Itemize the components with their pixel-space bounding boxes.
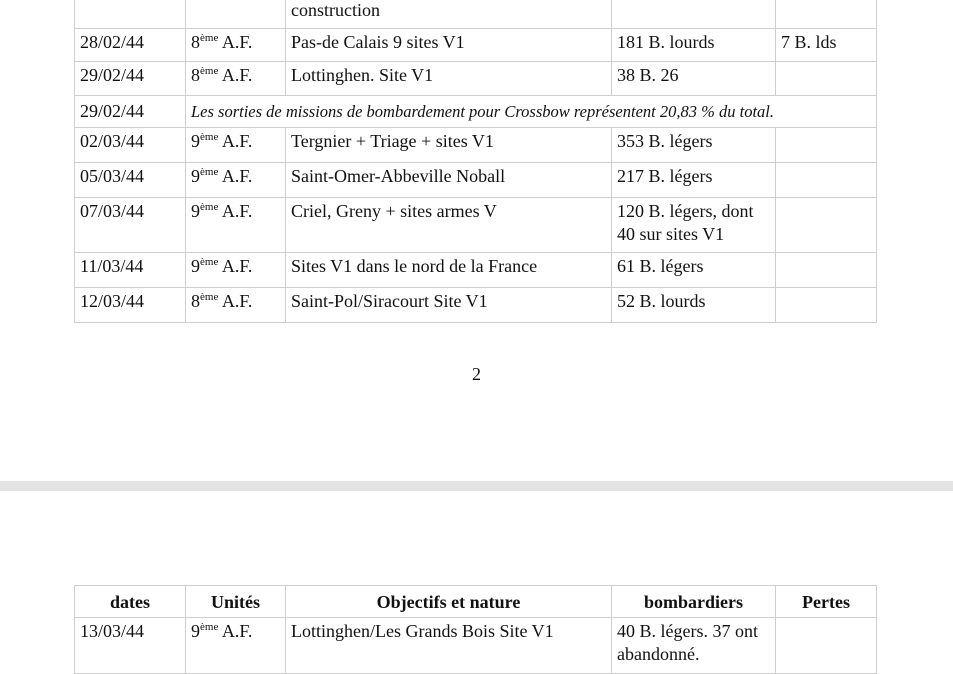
losses-cell (776, 163, 877, 198)
bombers-cell (612, 0, 776, 29)
losses-cell (776, 288, 877, 323)
objectives-cell: Tergnier + Triage + sites V1 (286, 128, 612, 163)
table-row (75, 29, 877, 62)
unit-cell: 9ème A.F. (186, 198, 286, 253)
bombing-table (74, 585, 877, 674)
losses-cell (776, 618, 877, 674)
table-row (75, 253, 877, 288)
header-objectives: Objectifs et nature (286, 586, 612, 618)
unit-cell: 8ème A.F. (186, 62, 286, 96)
table-row (75, 0, 877, 29)
statistics-note: Les sorties de missions de bombardement pour Crossbow représentent 20,83 % du total. (186, 96, 877, 128)
table-row-note (75, 96, 877, 128)
date-cell: 02/03/44 (75, 128, 186, 163)
table-row (75, 288, 877, 323)
date-cell: 05/03/44 (75, 163, 186, 198)
objectives-cell: Saint-Omer-Abbeville Noball (286, 163, 612, 198)
header-bombers: bombardiers (612, 586, 776, 618)
bombers-cell: 353 B. légers (612, 128, 776, 163)
objectives-cell: Lottinghen/Les Grands Bois Site V1 (286, 618, 612, 674)
date-cell: 07/03/44 (75, 198, 186, 253)
table-row (75, 198, 877, 253)
table-row (75, 163, 877, 198)
date-cell: 29/02/44 (75, 62, 186, 96)
losses-cell (776, 128, 877, 163)
bombers-cell: 217 B. légers (612, 163, 776, 198)
date-cell: 13/03/44 (75, 618, 186, 674)
table-row (75, 128, 877, 163)
objectives-cell: Criel, Greny + sites armes V (286, 198, 612, 253)
losses-cell (776, 0, 877, 29)
table-row (75, 62, 877, 96)
losses-cell (776, 198, 877, 253)
table-row (75, 618, 877, 674)
unit-cell: 8ème A.F. (186, 288, 286, 323)
header-units: Unités (186, 586, 286, 618)
page-number: 2 (472, 364, 481, 384)
date-cell: 28/02/44 (75, 29, 186, 62)
unit-cell: 9ème A.F. (186, 128, 286, 163)
bombers-cell: 61 B. légers (612, 253, 776, 288)
unit-cell: 8ème A.F. (186, 29, 286, 62)
losses-cell (776, 62, 877, 96)
unit-cell: 9ème A.F. (186, 163, 286, 198)
bombers-cell: 120 B. légers, dont 40 sur sites V1 (612, 198, 776, 253)
date-cell: 29/02/44 (75, 96, 186, 128)
date-cell: 12/03/44 (75, 288, 186, 323)
header-losses: Pertes (776, 586, 877, 618)
unit-cell (186, 0, 286, 29)
unit-cell: 9ème A.F. (186, 253, 286, 288)
date-cell: 11/03/44 (75, 253, 186, 288)
page-separator (0, 481, 953, 491)
unit-cell: 9ème A.F. (186, 618, 286, 674)
header-dates: dates (75, 586, 186, 618)
document-page-2 (0, 491, 953, 670)
objectives-cell: construction (286, 0, 612, 29)
bombers-cell: 181 B. lourds (612, 29, 776, 62)
objectives-cell: Saint-Pol/Siracourt Site V1 (286, 288, 612, 323)
objectives-cell: Lottinghen. Site V1 (286, 62, 612, 96)
table-header-row (75, 586, 877, 618)
losses-cell: 7 B. lds (776, 29, 877, 62)
date-cell (75, 0, 186, 29)
bombers-cell: 52 B. lourds (612, 288, 776, 323)
losses-cell (776, 253, 877, 288)
objectives-cell: Pas-de Calais 9 sites V1 (286, 29, 612, 62)
objectives-cell: Sites V1 dans le nord de la France (286, 253, 612, 288)
bombing-table-continued (74, 0, 877, 323)
bombers-cell: 38 B. 26 (612, 62, 776, 96)
bombers-cell: 40 B. légers. 37 ont abandonné. (612, 618, 776, 674)
